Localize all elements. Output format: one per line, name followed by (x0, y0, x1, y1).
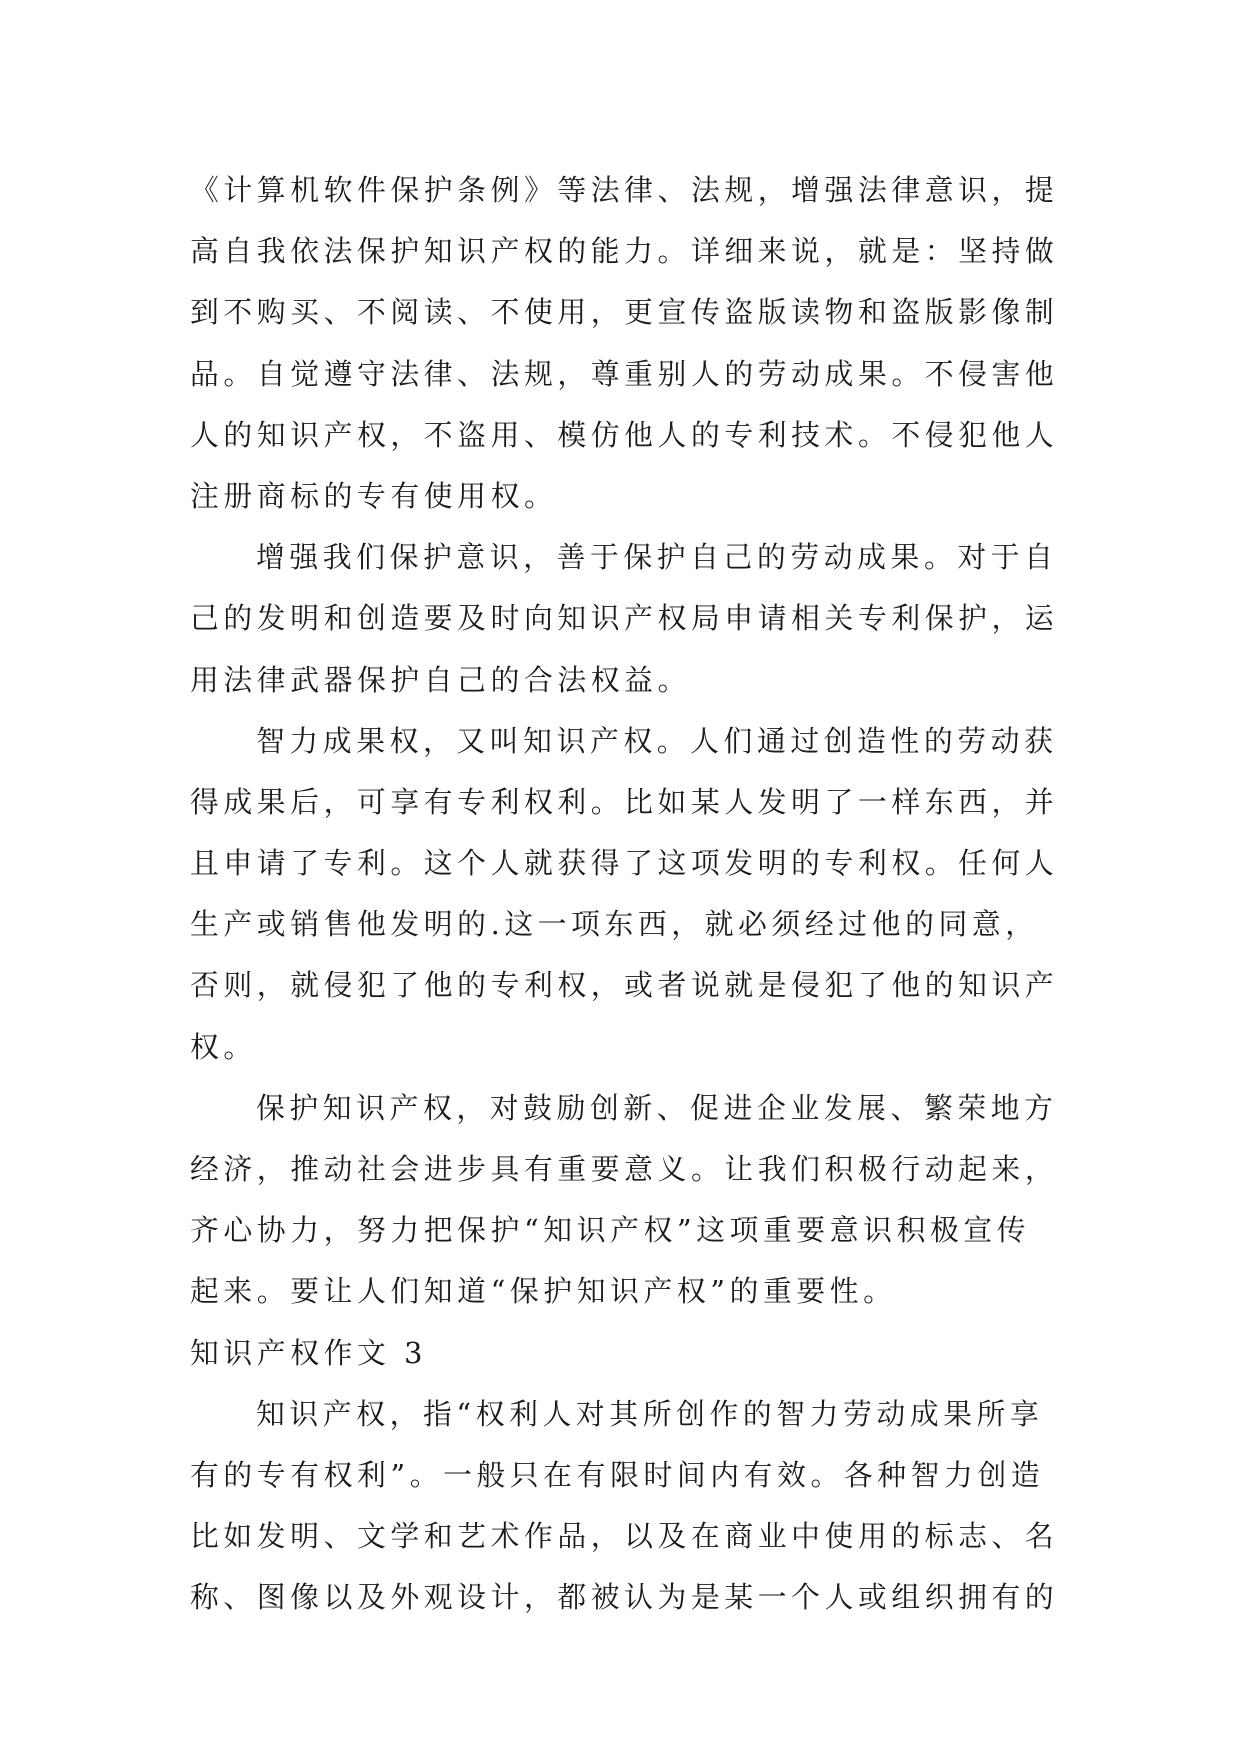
section-heading (190, 1323, 1050, 1384)
text-line: 增强我们保护意识，善于保护自己的劳动成果。对于自 (256, 540, 1058, 575)
text-line: 权。 (190, 1029, 257, 1064)
text-line: 经济，推动社会进步具有重要意义。让我们积极行动起来， (190, 1152, 1059, 1186)
text-line: 齐心协力，努力把保护“知识产权”这项重要意识积极宣传 (190, 1213, 1031, 1248)
text-line: 生产或销售他发明的.这一项东西，就必须经过他的同意， (190, 907, 1039, 942)
text-line: 注册商标的专有使用权。 (190, 478, 558, 513)
text-line: 智力成果权，又叫知识产权。人们通过创造性的劳动获 (256, 723, 1058, 758)
paragraph (190, 527, 1059, 711)
text-line: 否则，就侵犯了他的专利权，或者说就是侵犯了他的知识产 (190, 968, 1059, 1003)
text-line: 比如发明、文学和艺术作品，以及在商业中使用的标志、名 (190, 1519, 1059, 1554)
text-line: 称、图像以及外观设计，都被认为是某一个人或组织拥有的 (190, 1580, 1059, 1615)
text-line: 品。自觉遵守法律、法规，尊重别人的劳动成果。不侵害他 (190, 356, 1059, 391)
text-line: 用法律武器保护自己的合法权益。 (190, 662, 691, 697)
text-line: 人的知识产权，不盗用、模仿他人的专利技术。不侵犯他人 (190, 417, 1059, 452)
text-line: 保护知识产权，对鼓励创新、促进企业发展、繁荣地方 (256, 1090, 1058, 1125)
paragraph (190, 1078, 1059, 1323)
text-line: 知识产权，指“权利人对其所创作的智力劳动成果所享 (256, 1396, 1044, 1431)
paragraph (190, 1384, 1059, 1629)
text-line: 起来。要让人们知道“保护知识产权”的重要性。 (190, 1274, 897, 1309)
paragraph (190, 160, 1059, 527)
document-body (190, 160, 1059, 1629)
text-line: 有的专有权利”。一般只在有限时间内有效。各种智力创造 (190, 1457, 1045, 1492)
text-line: 高自我依法保护知识产权的能力。详细来说，就是：坚持做 (190, 234, 1059, 269)
text-line: 己的发明和创造要及时向知识产权局申请相关专利保护，运 (190, 601, 1059, 636)
text-line: 《计算机软件保护条例》等法律、法规，增强法律意识，提 (190, 173, 1059, 207)
heading-line: 知识产权作文 3 (190, 1335, 428, 1370)
text-line: 得成果后，可享有专利权利。比如某人发明了一样东西，并 (190, 784, 1059, 819)
paragraph (190, 711, 1059, 1078)
text-line: 且申请了专利。这个人就获得了这项发明的专利权。任何人 (190, 846, 1059, 881)
text-line: 到不购买、不阅读、不使用，更宣传盗版读物和盗版影像制 (190, 295, 1059, 330)
